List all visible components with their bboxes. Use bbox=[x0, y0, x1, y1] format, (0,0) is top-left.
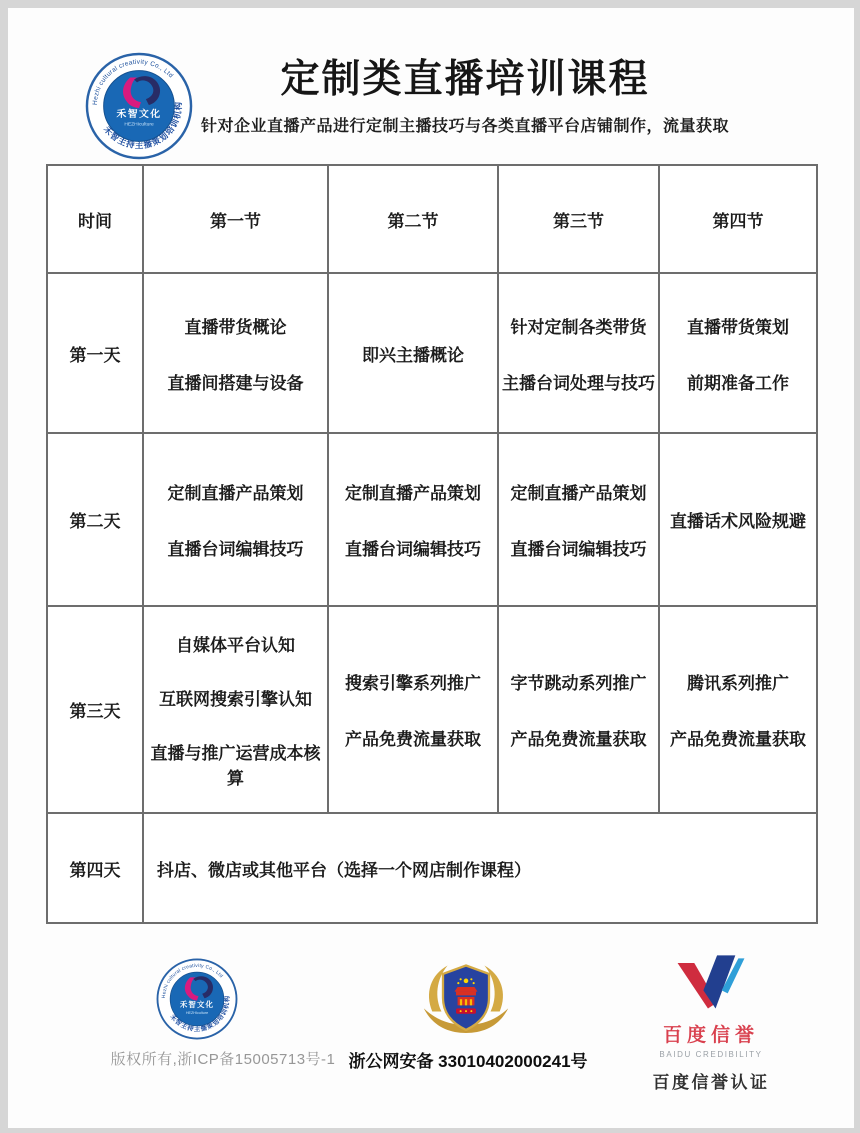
cell-line: 定制直播产品策划 bbox=[510, 484, 647, 503]
table-header-row bbox=[47, 165, 817, 273]
document-page bbox=[8, 8, 854, 1128]
baidu-credibility-en: BAIDU CREDIBILITY bbox=[659, 1050, 763, 1059]
header bbox=[200, 58, 730, 136]
schedule-cell bbox=[659, 606, 817, 813]
cell-line: 产品免费流量获取 bbox=[345, 730, 481, 749]
schedule-cell-merged: 抖店、微店或其他平台（选择一个网店制作课程） bbox=[143, 813, 817, 923]
schedule-cell bbox=[659, 433, 817, 606]
column-header-time: 时间 bbox=[47, 165, 143, 273]
baidu-cert-text: 百度信誉认证 bbox=[652, 1073, 770, 1092]
schedule-cell bbox=[328, 606, 498, 813]
cell-line: 直播带货概论 bbox=[184, 317, 287, 337]
page-title: 定制类直播培训课程 bbox=[280, 58, 650, 101]
table-row-day1 bbox=[47, 273, 817, 433]
schedule-cell bbox=[498, 273, 659, 433]
cell-line: 直播与推广运营成本核算 bbox=[150, 743, 321, 788]
schedule-cell bbox=[328, 273, 498, 433]
cell-line: 产品免费流量获取 bbox=[510, 730, 647, 749]
schedule-cell bbox=[498, 606, 659, 813]
cell-line: 产品免费流量获取 bbox=[670, 730, 806, 749]
course-schedule-table bbox=[46, 164, 818, 924]
cell-line: 字节跳动系列推广 bbox=[510, 674, 647, 693]
baidu-credibility-cn: 百度信誉 bbox=[662, 1025, 759, 1046]
column-header-session3: 第三节 bbox=[498, 165, 659, 273]
cell-line: 腾讯系列推广 bbox=[687, 674, 789, 693]
cell-line: 自媒体平台认知 bbox=[176, 635, 295, 655]
table-row-day2 bbox=[47, 433, 817, 606]
cell-line: 即兴主播概论 bbox=[362, 345, 464, 365]
police-filing-text: 浙公网安备 33010402000241号 bbox=[348, 1052, 588, 1071]
cell-line: 搜索引擎系列推广 bbox=[345, 674, 481, 693]
column-header-session1: 第一节 bbox=[143, 165, 328, 273]
baidu-credibility-block bbox=[636, 954, 786, 1093]
hezhi-logo-footer-icon bbox=[156, 958, 238, 1040]
cell-line: 直播间搭建与设备 bbox=[167, 373, 304, 393]
police-badge-icon bbox=[420, 956, 512, 1044]
page-subtitle: 针对企业直播产品进行定制主播技巧与各类直播平台店铺制作，流量获取 bbox=[200, 117, 729, 135]
cell-line: 直播带货策划 bbox=[687, 317, 789, 337]
cell-line: 直播话术风险规避 bbox=[670, 512, 806, 531]
schedule-cell bbox=[143, 273, 328, 433]
cell-line: 直播台词编辑技巧 bbox=[345, 540, 481, 559]
row-header-day4: 第四天 bbox=[47, 813, 143, 923]
column-header-session4: 第四节 bbox=[659, 165, 817, 273]
schedule-cell bbox=[143, 433, 328, 606]
cell-line: 主播台词处理与技巧 bbox=[502, 373, 655, 393]
cell-line: 互联网搜索引擎认知 bbox=[159, 689, 312, 709]
baidu-v-icon bbox=[673, 954, 749, 1016]
row-header-day1: 第一天 bbox=[47, 273, 143, 433]
row-header-day3: 第三天 bbox=[47, 606, 143, 813]
table-row-day3 bbox=[47, 606, 817, 813]
icp-license-text: 版权所有,浙ICP备15005713号-1 bbox=[110, 1051, 336, 1068]
schedule-cell bbox=[498, 433, 659, 606]
cell-line: 直播台词编辑技巧 bbox=[510, 540, 647, 559]
column-header-session2: 第二节 bbox=[328, 165, 498, 273]
schedule-cell bbox=[659, 273, 817, 433]
cell-line: 针对定制各类带货 bbox=[510, 317, 647, 337]
cell-line: 前期准备工作 bbox=[687, 373, 789, 393]
cell-line: 直播台词编辑技巧 bbox=[167, 540, 304, 559]
cell-line: 定制直播产品策划 bbox=[167, 484, 304, 503]
row-header-day2: 第二天 bbox=[47, 433, 143, 606]
hezhi-logo-icon bbox=[85, 52, 193, 160]
cell-line: 定制直播产品策划 bbox=[345, 484, 481, 503]
table-row-day4 bbox=[47, 813, 817, 923]
schedule-cell bbox=[143, 606, 328, 813]
schedule-cell bbox=[328, 433, 498, 606]
